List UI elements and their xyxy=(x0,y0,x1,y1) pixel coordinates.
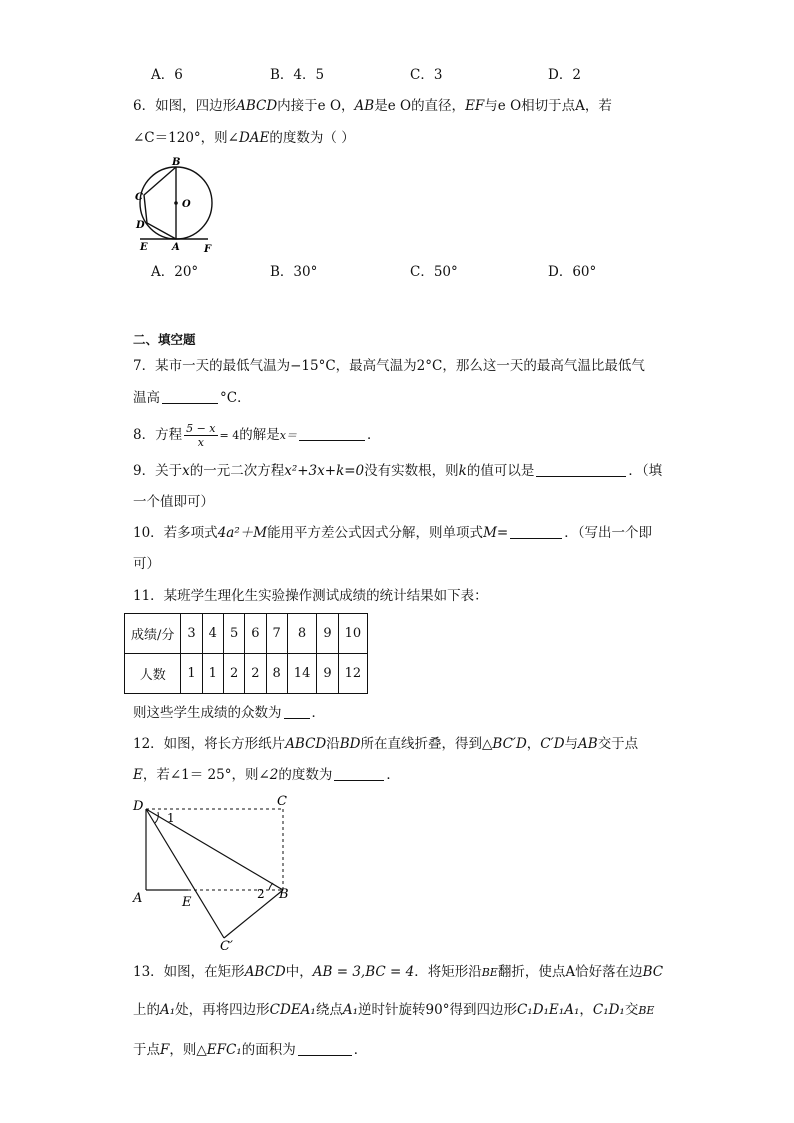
section-title: 二、填空题 xyxy=(133,332,196,347)
q6-option-c: C．50° xyxy=(410,264,458,280)
q8-line: 8．方程 $\frac{5 - x}{x}$ = 4的解是x＝ ． xyxy=(133,422,381,449)
q11-after: 则这些学生成绩的众数为 ． xyxy=(133,705,325,721)
q5-option-d: D．2 xyxy=(548,67,581,83)
table-row xyxy=(125,654,368,694)
q13-answer-blank[interactable] xyxy=(298,1041,352,1056)
q7-answer-blank[interactable] xyxy=(162,389,218,404)
table-row xyxy=(125,614,368,654)
table-cell: 2 xyxy=(245,654,266,694)
q6-line2: ∠C＝120°，则∠DAE的度数为（ ） xyxy=(133,130,355,146)
q5-option-a: A．6 xyxy=(151,67,183,83)
q12-label-c: C xyxy=(277,794,287,809)
q12-edge-cpb xyxy=(224,890,283,938)
table-cell: 6 xyxy=(245,614,266,654)
table-header-cell: 人数 xyxy=(125,654,181,694)
table-cell: 2 xyxy=(223,654,244,694)
q6-option-d: D．60° xyxy=(548,264,597,280)
q13-line3: 于点F，则△EFC₁的面积为 ． xyxy=(133,1042,368,1058)
table-cell: 4 xyxy=(202,614,223,654)
q13-line1: 13．如图，在矩形ABCD中，AB = 3,BC = 4．将矩形沿BE翻折，使点A恰好落在边BC xyxy=(133,964,664,980)
table-cell: 9 xyxy=(317,654,338,694)
q6-option-b: B．30° xyxy=(270,264,318,280)
q6-label-e: E xyxy=(140,242,148,253)
q12-line2: E，若∠1＝ 25°，则∠2的度数为 ． xyxy=(133,767,400,783)
q9-line1: 9．关于x的一元二次方程x²+3x+k=0没有实数根，则k的值可以是 ．（填 xyxy=(133,463,663,479)
q6-label-c: C xyxy=(135,192,143,203)
q6-label-b: B xyxy=(172,157,181,168)
q12-label-a: A xyxy=(133,891,143,906)
q6-center-dot xyxy=(174,201,178,205)
table-cell: 10 xyxy=(338,614,368,654)
table-cell: 1 xyxy=(202,654,223,694)
q12-fold-figure xyxy=(128,792,303,960)
score-table xyxy=(124,613,368,694)
q7-line2: 温高 °C． xyxy=(133,390,251,406)
q11-intro: 11．某班学生理化生实验操作测试成绩的统计结果如下表： xyxy=(133,588,488,604)
table-cell: 7 xyxy=(266,614,287,654)
table-cell: 14 xyxy=(287,654,317,694)
table-cell: 3 xyxy=(181,614,202,654)
table-cell: 8 xyxy=(287,614,317,654)
q11-answer-blank[interactable] xyxy=(284,704,310,719)
q12-angle2-arc xyxy=(269,883,273,890)
q10-line1: 10．若多项式4a²＋M能用平方差公式因式分解，则单项式M= ．（写出一个即 xyxy=(133,525,652,541)
q12-label-d: D xyxy=(133,799,144,814)
table-cell: 5 xyxy=(223,614,244,654)
q12-label-e: E xyxy=(182,895,192,910)
q12-edge-dcp xyxy=(146,809,224,938)
q6-quadrilateral xyxy=(144,167,176,239)
q9-line2: 一个值即可） xyxy=(133,494,214,510)
q12-label-two: 2 xyxy=(257,887,265,901)
table-cell: 12 xyxy=(338,654,368,694)
q12-label-cp: C′ xyxy=(220,939,233,954)
q6-circle-figure xyxy=(130,155,230,255)
table-cell: 9 xyxy=(317,614,338,654)
q12-label-b: B xyxy=(279,887,289,902)
q10-answer-blank[interactable] xyxy=(510,524,562,539)
q5-option-c: C．3 xyxy=(410,67,443,83)
q13-line2: 上的A₁处，再将四边形CDEA₁绕点A₁逆时针旋转90°得到四边形C₁D₁E₁A₁，C₁D₁交BE xyxy=(133,1002,655,1018)
q10-line2: 可） xyxy=(133,556,160,572)
q6-label-f: F xyxy=(204,244,212,255)
q7-line1: 7．某市一天的最低气温为−15°C，最高气温为2°C，那么这一天的最高气温比最低气 xyxy=(133,358,645,374)
q12-angle1-arc xyxy=(155,812,158,823)
q5-option-b: B．4．5 xyxy=(270,67,325,83)
q12-line1: 12．如图，将长方形纸片ABCD沿BD所在直线折叠，得到△BC′D，C′D与AB交于点 xyxy=(133,736,639,752)
q8-fraction: $\frac{5 - x}{x}$ xyxy=(186,422,216,449)
q6-label-a: A xyxy=(172,242,180,253)
q12-answer-blank[interactable] xyxy=(334,766,384,781)
q12-label-one: 1 xyxy=(167,811,175,825)
q6-option-a: A．20° xyxy=(151,264,199,280)
q6-line1: 6．如图，四边形ABCD内接于e O，AB是e O的直径，EF与e O相切于点A，若 xyxy=(133,98,612,114)
table-cell: 8 xyxy=(266,654,287,694)
q9-answer-blank[interactable] xyxy=(536,462,626,477)
q6-label-o: O xyxy=(182,199,191,210)
table-header-cell: 成绩/分 xyxy=(125,614,181,654)
q6-label-d: D xyxy=(136,220,145,231)
table-cell: 1 xyxy=(181,654,202,694)
q8-answer-blank[interactable] xyxy=(299,426,365,441)
